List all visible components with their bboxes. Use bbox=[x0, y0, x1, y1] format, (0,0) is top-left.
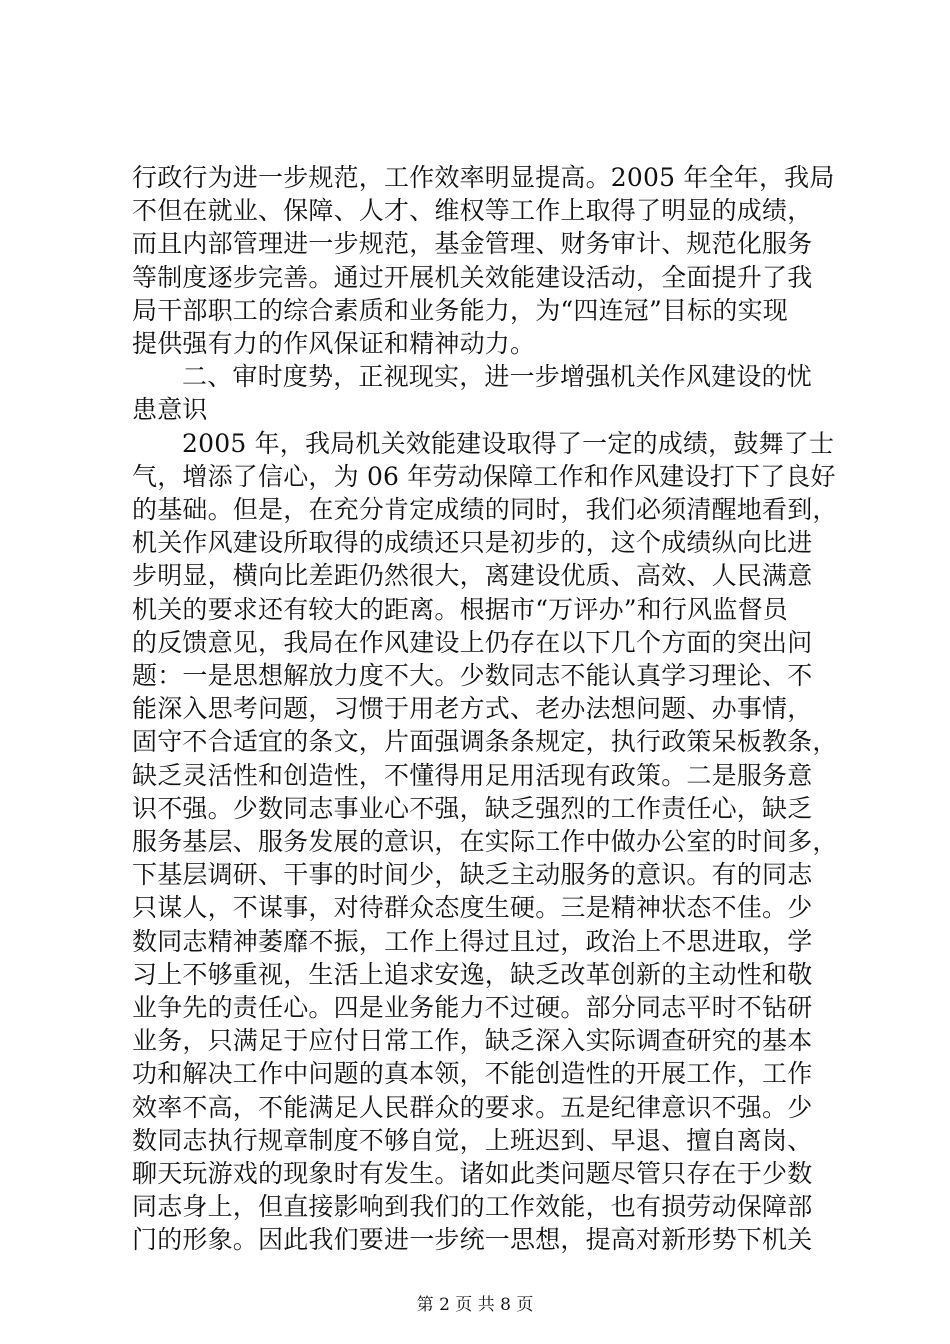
text-line: 步明显，横向比差距仍然很大，离建设优质、高效、人民满意 bbox=[132, 561, 813, 591]
text-line: 下基层调研、干事的时间少，缺乏主动服务的意识。有的同志 bbox=[132, 860, 813, 890]
text-line: 缺乏灵活性和创造性，不懂得用足用活现有政策。二是服务意 bbox=[132, 760, 813, 790]
text-line: 能深入思考问题，习惯于用老方式、老办法想问题、办事情， bbox=[132, 694, 813, 724]
page-number-footer: 第 2 页 共 8 页 bbox=[416, 1295, 534, 1315]
text-line: 门的形象。因此我们要进一步统一思想，提高对新形势下机关 bbox=[132, 1225, 813, 1255]
text-line: 业务，只满足于应付日常工作，缺乏深入实际调查研究的基本 bbox=[132, 1026, 813, 1056]
text-line: 习上不够重视，生活上追求安逸，缺乏改革创新的主动性和敬 bbox=[132, 959, 813, 989]
text-line: 效率不高，不能满足人民群众的要求。五是纪律意识不强。少 bbox=[132, 1092, 813, 1122]
section-heading-line: 二、审时度势，正视现实，进一步增强机关作风建设的忧 bbox=[182, 362, 813, 392]
text-line: 行政行为进一步规范，工作效率明显提高。2005 年全年，我局 bbox=[132, 163, 835, 192]
text-line: 而且内部管理进一步规范，基金管理、财务审计、规范化服务 bbox=[132, 229, 813, 259]
text-line: 固守不合适宜的条文，片面强调条条规定，执行政策呆板教条， bbox=[132, 727, 838, 757]
text-line: 聊天玩游戏的现象时有发生。诸如此类问题尽管只存在于少数 bbox=[132, 1159, 813, 1188]
text-line: 不但在就业、保障、人才、维权等工作上取得了明显的成绩， bbox=[132, 196, 813, 226]
text-line: 等制度逐步完善。通过开展机关效能建设活动，全面提升了我 bbox=[132, 262, 813, 292]
text-line: 服务基层、服务发展的意识，在实际工作中做办公室的时间多， bbox=[132, 827, 838, 856]
text-line: 业争先的责任心。四是业务能力不过硬。部分同志平时不钻研 bbox=[132, 993, 813, 1022]
text-line: 识不强。少数同志事业心不强，缺乏强烈的工作责任心，缺乏 bbox=[132, 793, 813, 823]
text-line: 的基础。但是，在充分肯定成绩的同时，我们必须清醒地看到， bbox=[132, 495, 838, 524]
text-line: 数同志精神萎靡不振，工作上得过且过，政治上不思进取，学 bbox=[132, 926, 813, 956]
text-line: 数同志执行规章制度不够自觉，上班迟到、早退、擅自离岗、 bbox=[132, 1125, 813, 1155]
text-line: 2005 年，我局机关效能建设取得了一定的成绩，鼓舞了士 bbox=[182, 428, 835, 458]
text-line: 机关作风建设所取得的成绩还只是初步的，这个成绩纵向比进 bbox=[132, 528, 813, 558]
section-heading-line: 患意识 bbox=[132, 395, 208, 425]
text-line: 局干部职工的综合素质和业务能力，为“四连冠”目标的实现 bbox=[132, 295, 788, 325]
text-line: 的反馈意见，我局在作风建设上仍存在以下几个方面的突出问 bbox=[132, 627, 813, 657]
text-line: 同志身上，但直接影响到我们的工作效能，也有损劳动保障部 bbox=[132, 1192, 813, 1222]
text-line: 机关的要求还有较大的距离。根据市“万评办”和行风监督员 bbox=[132, 594, 788, 624]
text-line: 功和解决工作中问题的真本领，不能创造性的开展工作，工作 bbox=[132, 1059, 813, 1089]
text-line: 提供强有力的作风保证和精神动力。 bbox=[132, 329, 536, 358]
text-line: 只谋人，不谋事，对待群众态度生硬。三是精神状态不佳。少 bbox=[132, 893, 813, 923]
text-line: 气，增添了信心，为 06 年劳动保障工作和作风建设打下了良好 bbox=[132, 461, 836, 491]
text-line: 题：一是思想解放力度不大。少数同志不能认真学习理论、不 bbox=[132, 661, 813, 690]
